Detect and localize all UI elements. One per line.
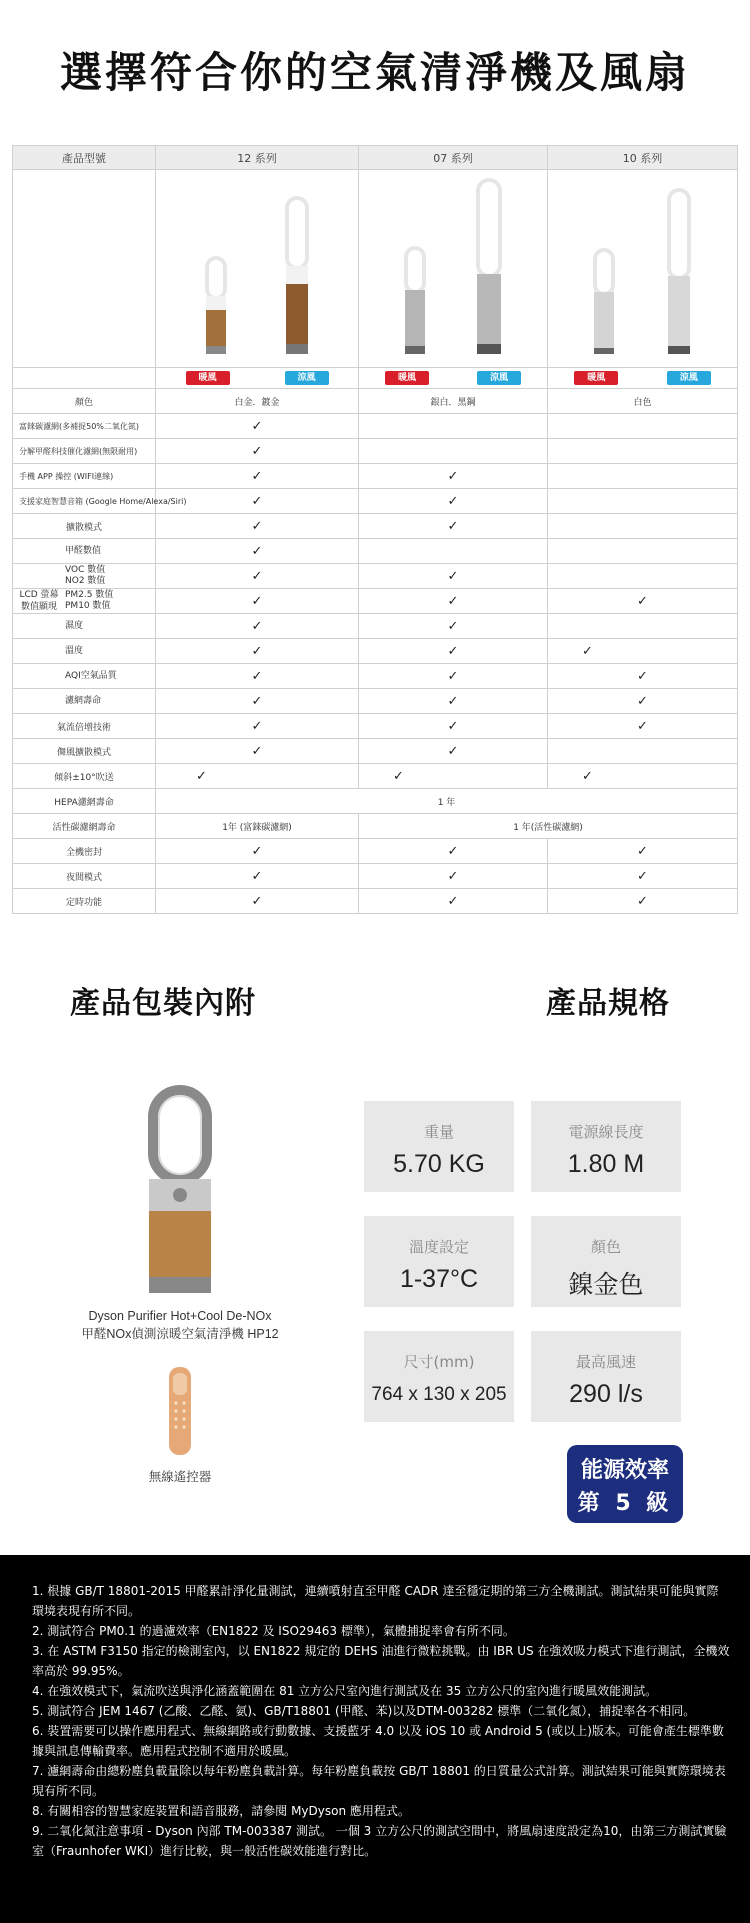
table-row bbox=[13, 789, 738, 814]
check-icon: ✓ bbox=[447, 718, 459, 734]
spec-dimensions bbox=[364, 1331, 514, 1422]
check-icon: ✓ bbox=[447, 468, 459, 484]
table-row bbox=[13, 714, 738, 739]
row-label: 手機 APP 操控 (WIFI連線) bbox=[13, 464, 156, 489]
check-cell bbox=[156, 514, 359, 539]
check-icon: ✓ bbox=[251, 618, 263, 634]
specs-heading: 產品規格 bbox=[546, 986, 670, 1021]
check-cell bbox=[548, 464, 738, 489]
spec-value: 1-37°C bbox=[399, 1265, 479, 1293]
check-cell bbox=[548, 639, 738, 664]
table-row bbox=[13, 564, 738, 589]
purifier-07-small-image bbox=[402, 246, 428, 356]
row-label bbox=[13, 564, 156, 589]
energy-efficiency-badge bbox=[567, 1445, 683, 1523]
check-cell bbox=[359, 889, 548, 914]
row-label: 儛風擴散模式 bbox=[13, 739, 156, 764]
row-label-text: AQI空氣品質 bbox=[65, 670, 117, 681]
row-label: 氣流倍增技術 bbox=[13, 714, 156, 739]
table-header-row bbox=[13, 146, 738, 170]
footnote: 5. 測試符合 JEM 1467 (乙酸、乙醛、氨)、GB/T18801 (甲醛、苯)以及DTM-003282 標準（二氧化氮），捕捉率各不相同。 bbox=[32, 1704, 696, 1718]
color-value: 白色 bbox=[548, 389, 738, 414]
table-row bbox=[13, 489, 738, 514]
check-cell bbox=[548, 864, 738, 889]
check-cell bbox=[548, 664, 738, 689]
check-cell bbox=[548, 514, 738, 539]
footnote: 3. 在 ASTM F3150 指定的檢測室內，以 EN1822 規定的 DEHS 油進行微粒挑戰。由 IBR US 在強效吸力模式下進行測試，全機效率高於 99.95%。 bbox=[32, 1644, 730, 1678]
footnote: 9. 二氧化氮注意事項 - Dyson 內部 TM-003387 測試。 一個 3 立方公尺的測試空間中，將風扇速度設定為10，由第三方測試實驗室（Fraunhofer WKI）進行比較，與一般活性碳效能進行對比。 bbox=[32, 1824, 727, 1858]
spec-cord-length bbox=[531, 1101, 681, 1192]
check-cell bbox=[359, 614, 548, 639]
check-cell bbox=[359, 839, 548, 864]
page-title: 選擇符合你的空氣清淨機及風扇 bbox=[59, 48, 690, 97]
table-row bbox=[13, 814, 738, 839]
spec-key: 最高風速 bbox=[575, 1353, 636, 1371]
spec-temperature bbox=[364, 1216, 514, 1307]
check-icon: ✓ bbox=[447, 643, 459, 659]
header-model: 產品型號 bbox=[13, 146, 156, 170]
table-row bbox=[13, 464, 738, 489]
row-label bbox=[13, 539, 156, 564]
product-image-row bbox=[13, 170, 738, 368]
check-cell bbox=[548, 739, 738, 764]
color-label: 顏色 bbox=[13, 389, 156, 414]
lcd-group-label: LCD 螢幕 數值顯現 bbox=[19, 590, 59, 612]
row-label: 全機密封 bbox=[13, 839, 156, 864]
row-label: 擴散模式 bbox=[13, 514, 156, 539]
check-icon: ✓ bbox=[582, 643, 593, 659]
purifier-hp12-image bbox=[135, 1085, 225, 1295]
spec-value: 鎳金色 bbox=[568, 1271, 644, 1299]
row-label: 定時功能 bbox=[13, 889, 156, 914]
row-label bbox=[13, 614, 156, 639]
spec-key: 溫度設定 bbox=[408, 1238, 469, 1256]
hot-tag: 暖風 bbox=[574, 371, 618, 385]
check-icon: ✓ bbox=[251, 593, 263, 609]
check-icon: ✓ bbox=[637, 868, 648, 884]
purifier-07-tall-image bbox=[473, 178, 505, 356]
table-row bbox=[13, 589, 738, 614]
check-icon: ✓ bbox=[251, 443, 263, 459]
check-icon: ✓ bbox=[251, 568, 263, 584]
spec-value: 1.80 M bbox=[567, 1150, 645, 1178]
table-row bbox=[13, 689, 738, 714]
check-cell bbox=[548, 839, 738, 864]
footnote: 7. 濾網壽命由總粉塵負載量除以每年粉塵負載計算。每年粉塵負載按 GB/T 18801 的日質量公式計算。測試結果可能與實際環境表現有所不同。 bbox=[32, 1764, 726, 1798]
check-cell bbox=[359, 464, 548, 489]
row-label: HEPA濾網壽命 bbox=[13, 789, 156, 814]
cool-tag: 涼風 bbox=[667, 371, 711, 385]
header-series-07: 07 系列 bbox=[359, 146, 548, 170]
included-section bbox=[30, 1085, 330, 1485]
row-label-text: VOC 數值 NO2 數值 bbox=[65, 565, 106, 586]
row-label: 分解甲醛科技催化濾網(無限耐用) bbox=[13, 439, 156, 464]
check-cell bbox=[548, 414, 738, 439]
table-row bbox=[13, 514, 738, 539]
check-icon: ✓ bbox=[637, 668, 648, 684]
check-cell bbox=[156, 764, 359, 789]
header-series-10: 10 系列 bbox=[548, 146, 738, 170]
check-cell bbox=[156, 689, 359, 714]
check-icon: ✓ bbox=[251, 743, 263, 759]
table-row bbox=[13, 664, 738, 689]
footnote: 8. 有關相容的智慧家庭裝置和語音服務，請參閱 MyDyson 應用程式。 bbox=[32, 1804, 410, 1818]
hot-tag: 暖風 bbox=[186, 371, 230, 385]
check-cell bbox=[548, 689, 738, 714]
check-cell bbox=[359, 489, 548, 514]
check-cell bbox=[359, 739, 548, 764]
check-cell bbox=[548, 564, 738, 589]
spec-key: 電源線長度 bbox=[568, 1123, 644, 1141]
row-label-text: 甲醛數值 bbox=[65, 545, 102, 556]
spec-key: 重量 bbox=[423, 1123, 454, 1141]
check-cell bbox=[156, 614, 359, 639]
check-icon: ✓ bbox=[251, 493, 263, 509]
check-icon: ✓ bbox=[637, 893, 648, 909]
cool-tag: 涼風 bbox=[477, 371, 521, 385]
footnotes bbox=[0, 1555, 750, 1923]
row-label: 活性碳濾網壽命 bbox=[13, 814, 156, 839]
check-cell bbox=[548, 714, 738, 739]
purifier-12-tall-image bbox=[282, 196, 312, 356]
cool-tag: 涼風 bbox=[285, 371, 329, 385]
row-value: 1 年(活性碳濾網) bbox=[359, 814, 738, 839]
color-value: 銀白．黑鋼 bbox=[359, 389, 548, 414]
check-cell bbox=[156, 439, 359, 464]
footnote: 1. 根據 GB/T 18801-2015 甲醛累計淨化量測試，連續噴射直至甲醛 CADR 達至穩定期的第三方全機測試。測試結果可能與實際環境表現有所不同。 bbox=[32, 1584, 719, 1618]
check-icon: ✓ bbox=[251, 668, 263, 684]
spec-max-airflow bbox=[531, 1331, 681, 1422]
row-label-text: 溫度 bbox=[65, 645, 84, 656]
check-icon: ✓ bbox=[447, 843, 459, 859]
row-value: 1 年 bbox=[156, 789, 738, 814]
check-cell bbox=[156, 564, 359, 589]
check-icon: ✓ bbox=[447, 743, 459, 759]
check-icon: ✓ bbox=[637, 718, 648, 734]
check-icon: ✓ bbox=[447, 893, 459, 909]
spec-key: 顏色 bbox=[590, 1238, 621, 1256]
check-icon: ✓ bbox=[251, 518, 263, 534]
check-cell bbox=[359, 764, 548, 789]
energy-grade: 第 5 級 bbox=[577, 1491, 673, 1516]
remote-control-image bbox=[165, 1365, 195, 1457]
check-icon: ✓ bbox=[251, 843, 263, 859]
check-icon: ✓ bbox=[447, 868, 459, 884]
spec-value: 764 x 130 x 205 bbox=[371, 1384, 507, 1405]
check-icon: ✓ bbox=[251, 693, 263, 709]
check-cell bbox=[359, 639, 548, 664]
check-cell bbox=[359, 689, 548, 714]
table-row bbox=[13, 739, 738, 764]
row-label bbox=[13, 664, 156, 689]
check-icon: ✓ bbox=[251, 868, 263, 884]
check-icon: ✓ bbox=[251, 543, 263, 559]
footnote: 6. 裝置需要可以操作應用程式、無線網路或行動數據、支援藍牙 4.0 以及 iOS 10 或 Android 5 (或以上)版本。可能會產生標準數據與訊息傳輸費率。應用程式控制不適用於暖風。 bbox=[32, 1724, 724, 1758]
purifier-10-tall-image bbox=[664, 188, 694, 356]
footnote: 2. 測試符合 PM0.1 的過濾效率（EN1822 及 ISO29463 標準），氣體捕捉率會有所不同。 bbox=[32, 1624, 515, 1638]
check-cell bbox=[156, 464, 359, 489]
check-cell bbox=[548, 764, 738, 789]
check-icon: ✓ bbox=[447, 618, 459, 634]
table-row bbox=[13, 539, 738, 564]
check-cell bbox=[359, 714, 548, 739]
check-cell bbox=[548, 614, 738, 639]
check-cell bbox=[156, 639, 359, 664]
purifier-12-small-image bbox=[203, 256, 229, 356]
table-row bbox=[13, 764, 738, 789]
check-cell bbox=[156, 889, 359, 914]
spec-grid bbox=[364, 1101, 682, 1422]
table-row bbox=[13, 614, 738, 639]
spec-value: 5.70 KG bbox=[393, 1150, 485, 1178]
check-cell bbox=[548, 539, 738, 564]
spec-color bbox=[531, 1216, 681, 1307]
check-icon: ✓ bbox=[582, 768, 593, 784]
row-value: 1年 (富錸碳濾網) bbox=[156, 814, 359, 839]
row-label bbox=[13, 589, 156, 614]
footnote: 4. 在強效模式下，氣流吹送與淨化涵蓋範圍在 81 立方公尺室內進行測試及在 35 立方公尺的室內進行暖風效能測試。 bbox=[32, 1684, 658, 1698]
check-icon: ✓ bbox=[251, 468, 263, 484]
purifier-10-small-image bbox=[591, 248, 617, 356]
check-icon: ✓ bbox=[196, 768, 207, 784]
energy-label: 能源效率 bbox=[580, 1458, 669, 1483]
color-row bbox=[13, 389, 738, 414]
check-cell bbox=[359, 539, 548, 564]
check-cell bbox=[359, 414, 548, 439]
table-row bbox=[13, 639, 738, 664]
row-label-text: 濕度 bbox=[65, 620, 84, 631]
check-icon: ✓ bbox=[637, 593, 648, 609]
check-cell bbox=[359, 664, 548, 689]
check-cell bbox=[548, 489, 738, 514]
check-cell bbox=[156, 739, 359, 764]
row-label bbox=[13, 689, 156, 714]
color-value: 白金．鍍金 bbox=[156, 389, 359, 414]
check-icon: ✓ bbox=[447, 493, 459, 509]
check-icon: ✓ bbox=[447, 568, 459, 584]
table-row bbox=[13, 439, 738, 464]
row-label: 夜間模式 bbox=[13, 864, 156, 889]
spec-value: 290 l/s bbox=[569, 1380, 643, 1408]
check-cell bbox=[548, 439, 738, 464]
check-icon: ✓ bbox=[393, 768, 404, 784]
product-caption-line2: 甲醛NOx偵測涼暖空氣清淨機 HP12 bbox=[81, 1327, 279, 1341]
row-label: 富錸碳濾網(多補捉50%二氧化氮) bbox=[13, 414, 156, 439]
check-icon: ✓ bbox=[251, 643, 263, 659]
table-row bbox=[13, 889, 738, 914]
check-cell bbox=[156, 714, 359, 739]
check-cell bbox=[359, 564, 548, 589]
check-cell bbox=[156, 414, 359, 439]
check-cell bbox=[156, 839, 359, 864]
comparison-table bbox=[12, 145, 737, 914]
check-cell bbox=[156, 664, 359, 689]
check-cell bbox=[548, 889, 738, 914]
table-row bbox=[13, 839, 738, 864]
spec-key: 尺寸(mm) bbox=[403, 1353, 475, 1371]
row-label-text: PM2.5 數值 PM10 數值 bbox=[65, 590, 114, 611]
check-icon: ✓ bbox=[251, 418, 263, 434]
check-cell bbox=[156, 539, 359, 564]
check-icon: ✓ bbox=[447, 593, 459, 609]
check-icon: ✓ bbox=[251, 718, 263, 734]
check-cell bbox=[359, 514, 548, 539]
check-cell bbox=[156, 589, 359, 614]
table-row bbox=[13, 414, 738, 439]
hot-tag: 暖風 bbox=[385, 371, 429, 385]
row-label: 傾斜±10°吹送 bbox=[13, 764, 156, 789]
check-cell bbox=[548, 589, 738, 614]
hot-cool-tag-row bbox=[13, 368, 738, 389]
included-heading: 產品包裝內附 bbox=[70, 986, 256, 1021]
check-cell bbox=[156, 864, 359, 889]
check-cell bbox=[359, 589, 548, 614]
check-icon: ✓ bbox=[251, 893, 263, 909]
table-row bbox=[13, 864, 738, 889]
check-icon: ✓ bbox=[447, 668, 459, 684]
product-caption-line1: Dyson Purifier Hot+Cool De-NOx bbox=[88, 1309, 272, 1323]
header-series-12: 12 系列 bbox=[156, 146, 359, 170]
row-label-text: 濾網壽命 bbox=[65, 695, 102, 706]
check-icon: ✓ bbox=[447, 518, 459, 534]
check-icon: ✓ bbox=[637, 693, 648, 709]
check-cell bbox=[359, 439, 548, 464]
check-cell bbox=[359, 864, 548, 889]
spec-weight bbox=[364, 1101, 514, 1192]
row-label: 支援家庭智慧音箱 (Google Home/Alexa/Siri) bbox=[13, 489, 156, 514]
row-label bbox=[13, 639, 156, 664]
remote-caption: 無線遙控器 bbox=[148, 1469, 212, 1484]
check-icon: ✓ bbox=[447, 693, 459, 709]
check-icon: ✓ bbox=[637, 843, 648, 859]
